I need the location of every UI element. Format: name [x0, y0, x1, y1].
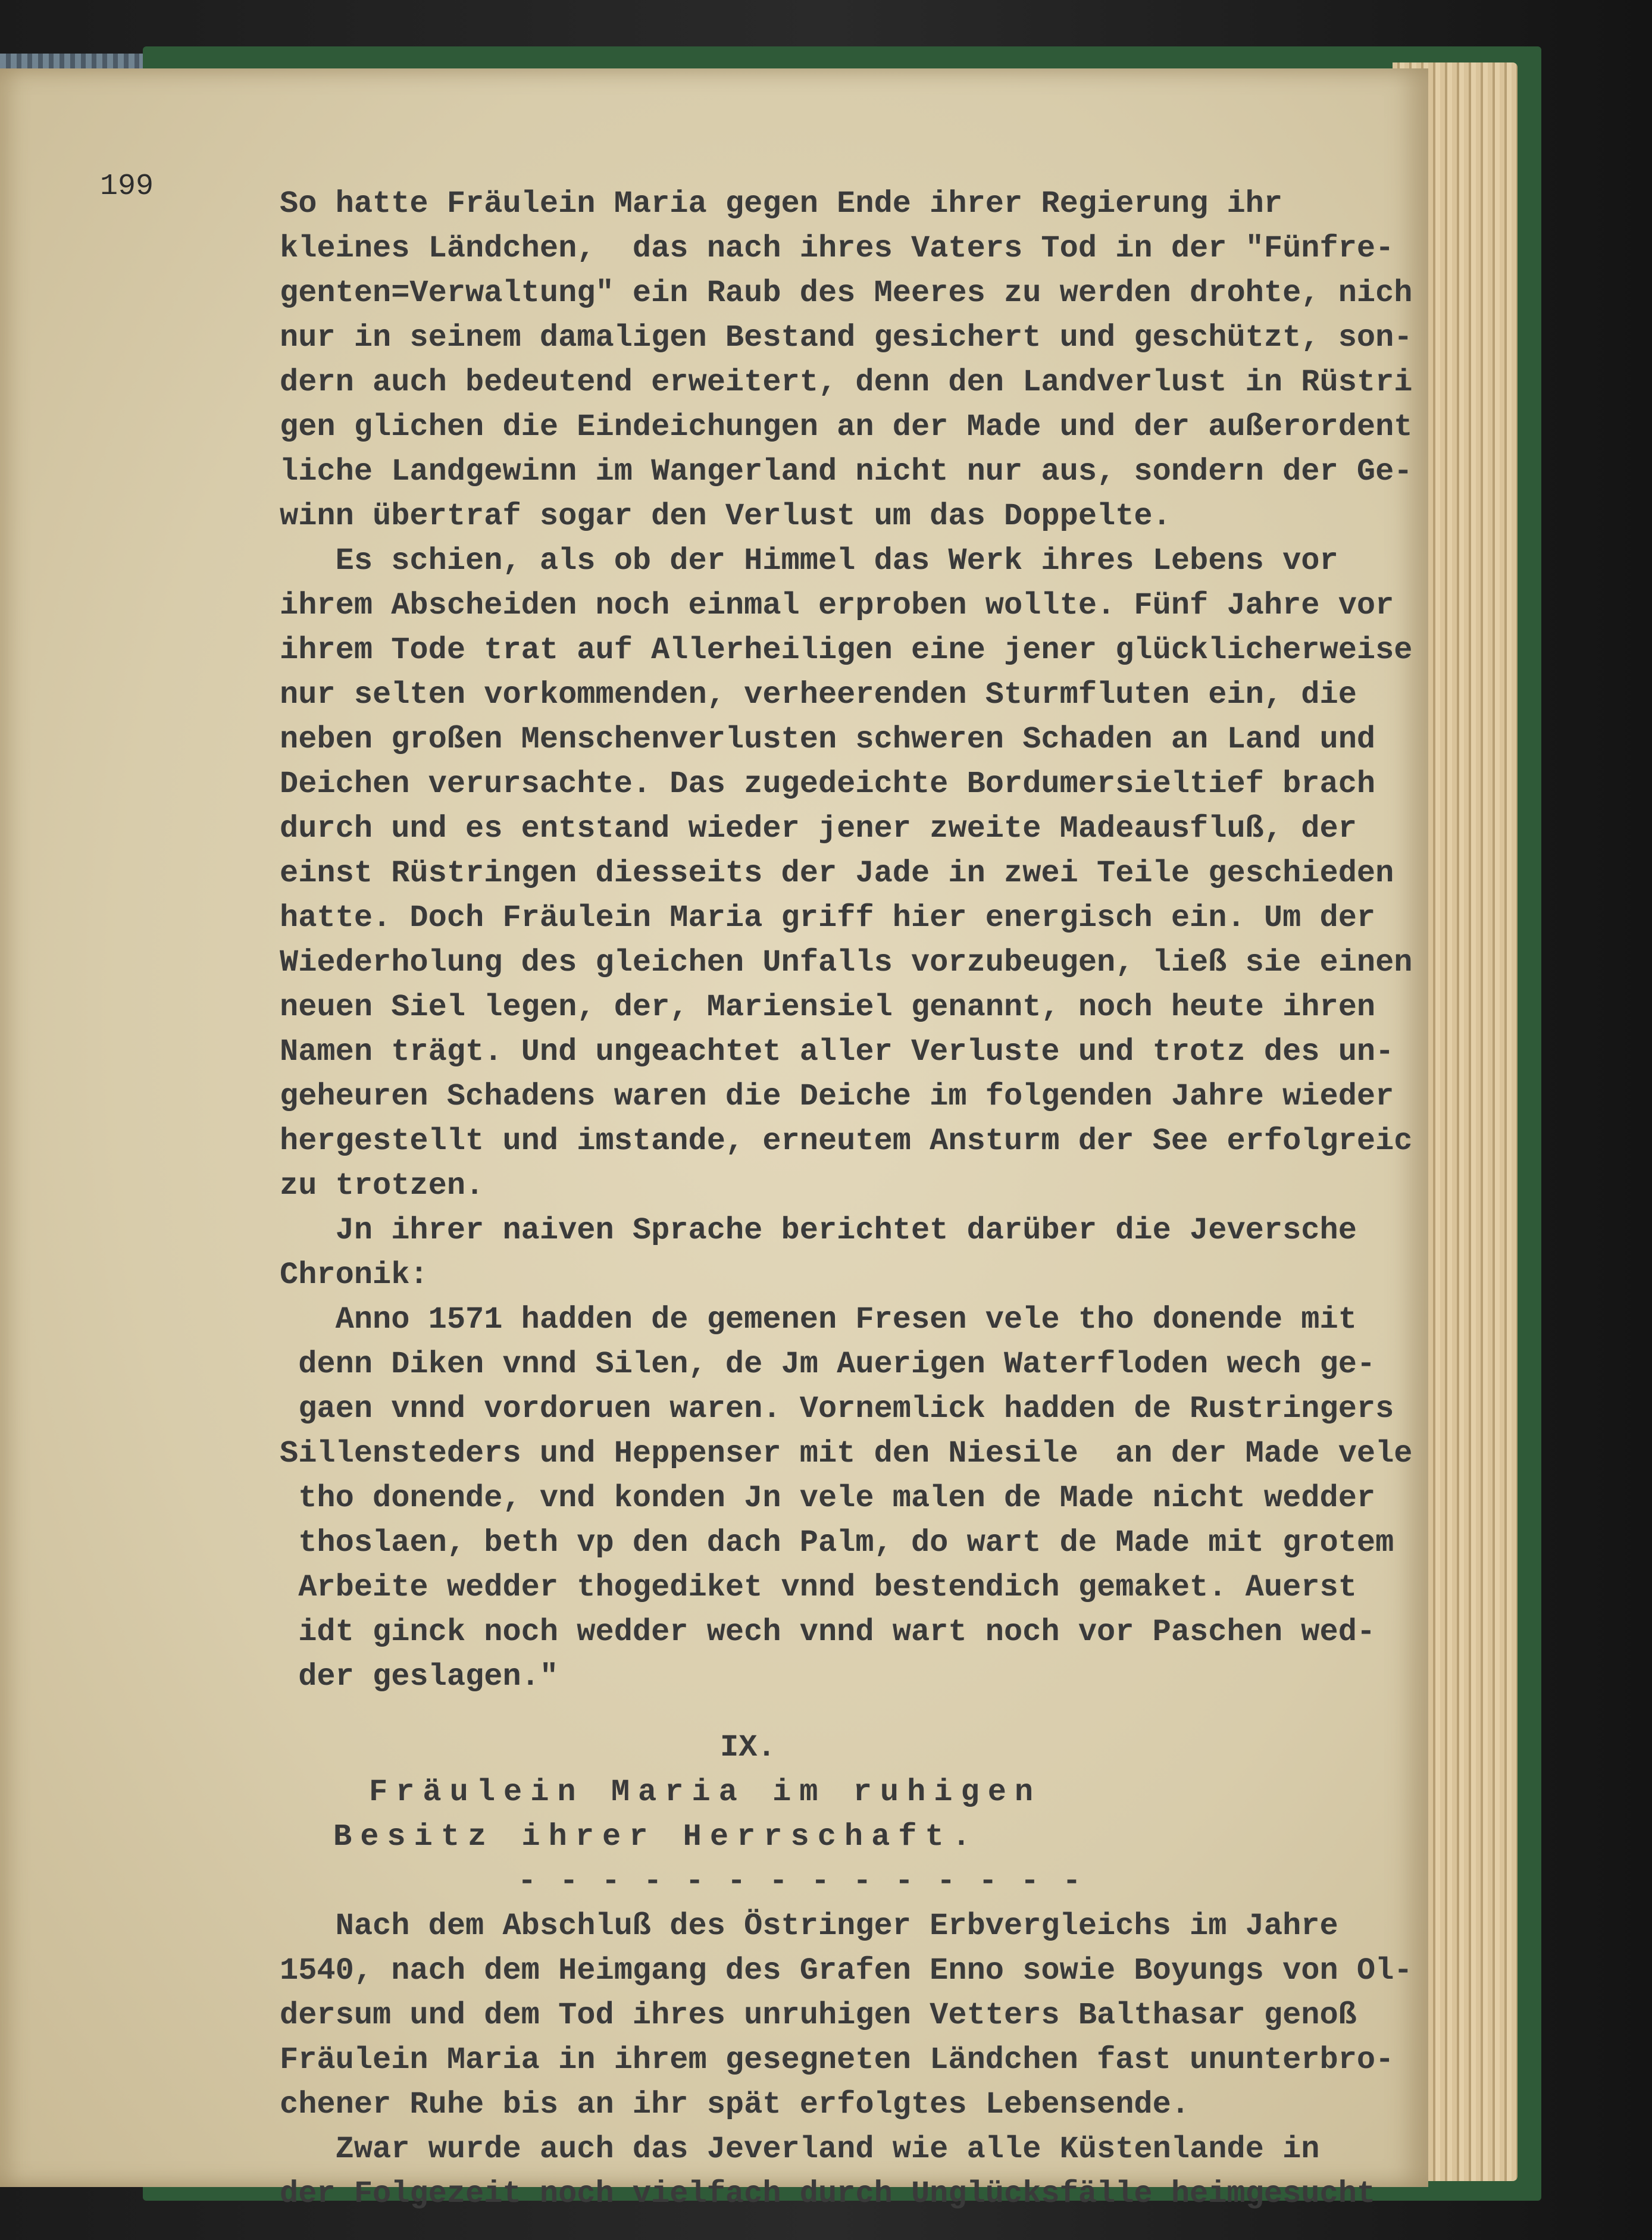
- paragraph: [280, 1208, 1410, 1297]
- text-line: gen glichen die Eindeichungen an der Made und der außerordent: [280, 409, 1413, 445]
- text-line: hergestellt und imstande, erneutem Ansturm der See erfolgreic: [280, 1124, 1413, 1159]
- quote-line: denn Diken vnnd Silen, de Jm Auerigen Waterfloden wech ge-: [280, 1347, 1376, 1382]
- text-line: genten=Verwaltung" ein Raub des Meeres zu werden drohte, nich: [280, 276, 1413, 311]
- text-line: Wiederholung des gleichen Unfalls vorzubeugen, ließ sie einen: [280, 945, 1413, 980]
- text-line: neben großen Menschenverlusten schweren Schaden an Land und: [280, 722, 1376, 757]
- text-line: neuen Siel legen, der, Mariensiel genannt, noch heute ihren: [280, 990, 1376, 1025]
- text-line: der Folgezeit noch vielfach durch Unglücksfälle heimgesucht: [280, 2176, 1376, 2211]
- text-line: So hatte Fräulein Maria gegen Ende ihrer Regierung ihr: [280, 186, 1283, 221]
- text-line: Namen trägt. Und ungeachtet aller Verluste und trotz des un-: [280, 1034, 1394, 1069]
- chapter-heading: [280, 1725, 1410, 1904]
- chapter-title-line-2: Besitz ihrer Herrschaft.: [333, 1819, 979, 1854]
- text-line: Deichen verursachte. Das zugedeichte Bordumersieltief brach: [280, 767, 1376, 802]
- text-line: kleines Ländchen, das nach ihres Vaters Tod in der "Fünfre-: [280, 231, 1394, 266]
- paragraph: [280, 182, 1413, 539]
- chapter-title-line-1: Fräulein Maria im ruhigen: [369, 1775, 1042, 1810]
- text-line: liche Landgewinn im Wangerland nicht nur aus, sondern der Ge-: [280, 454, 1413, 489]
- chapter-number: IX.: [720, 1730, 776, 1765]
- text-line: dersum und dem Tod ihres unruhigen Vetters Balthasar genoß: [280, 1998, 1357, 2033]
- text-line: hatte. Doch Fräulein Maria griff hier energisch ein. Um der: [280, 900, 1376, 936]
- text-line: Chronik:: [280, 1257, 428, 1293]
- quote-line: thoslaen, beth vp den dach Palm, do wart de Made mit grotem: [280, 1525, 1394, 1560]
- page-text: [280, 182, 1413, 2216]
- chapter-rule: - - - - - - - - - - - - - -: [518, 1864, 1084, 1899]
- text-line: dern auch bedeutend erweitert, denn den Landverlust in Rüstri: [280, 365, 1413, 400]
- quote-line: tho donende, vnd konden Jn vele malen de Made nicht wedder: [280, 1481, 1376, 1516]
- text-line: Nach dem Abschluß des Östringer Erbvergleichs im Jahre: [280, 1909, 1338, 1944]
- chronicle-quote: [280, 1297, 1413, 1699]
- book-page: [0, 68, 1428, 2211]
- text-line: Es schien, als ob der Himmel das Werk ihres Lebens vor: [280, 543, 1338, 578]
- page-number: 199: [100, 170, 154, 204]
- quote-line: Sillensteders und Heppenser mit den Niesile an der Made vele: [280, 1436, 1413, 1471]
- quote-line: idt ginck noch wedder wech vnnd wart noch vor Paschen wed-: [280, 1615, 1376, 1650]
- text-line: Jn ihrer naiven Sprache berichtet darüber die Jeversche: [280, 1213, 1357, 1248]
- paragraph: [280, 539, 1413, 1208]
- text-line: ihrem Tode trat auf Allerheiligen eine jener glücklicherweise: [280, 633, 1413, 668]
- text-line: ihrem Abscheiden noch einmal erproben wollte. Fünf Jahre vor: [280, 588, 1394, 623]
- paragraph: [280, 1904, 1413, 2127]
- quote-line: Arbeite wedder thogediket vnnd bestendich gemaket. Auerst: [280, 1570, 1357, 1605]
- paragraph: [280, 2127, 1410, 2216]
- quote-line: gaen vnnd vordoruen waren. Vornemlick hadden de Rustringers: [280, 1391, 1394, 1426]
- text-line: geheuren Schadens waren die Deiche im folgenden Jahre wieder: [280, 1079, 1394, 1114]
- text-line: Fräulein Maria in ihrem gesegneten Ländchen fast ununterbro-: [280, 2042, 1394, 2078]
- text-line: einst Rüstringen diesseits der Jade in zwei Teile geschieden: [280, 856, 1394, 891]
- text-line: durch und es entstand wieder jener zweite Madeausfluß, der: [280, 811, 1357, 846]
- quote-line: der geslagen.": [280, 1659, 559, 1694]
- text-line: Zwar wurde auch das Jeverland wie alle Küstenlande in: [280, 2132, 1320, 2167]
- text-line: winn übertraf sogar den Verlust um das Doppelte.: [280, 499, 1171, 534]
- text-line: 1540, nach dem Heimgang des Grafen Enno sowie Boyungs von Ol-: [280, 1953, 1413, 1988]
- text-line: zu trotzen.: [280, 1168, 484, 1203]
- quote-line: Anno 1571 hadden de gemenen Fresen vele tho donende mit: [280, 1302, 1357, 1337]
- text-line: nur selten vorkommenden, verheerenden Sturmfluten ein, die: [280, 677, 1357, 712]
- text-line: nur in seinem damaligen Bestand gesichert und geschützt, son-: [280, 320, 1413, 355]
- text-line: chener Ruhe bis an ihr spät erfolgtes Lebensende.: [280, 2087, 1190, 2122]
